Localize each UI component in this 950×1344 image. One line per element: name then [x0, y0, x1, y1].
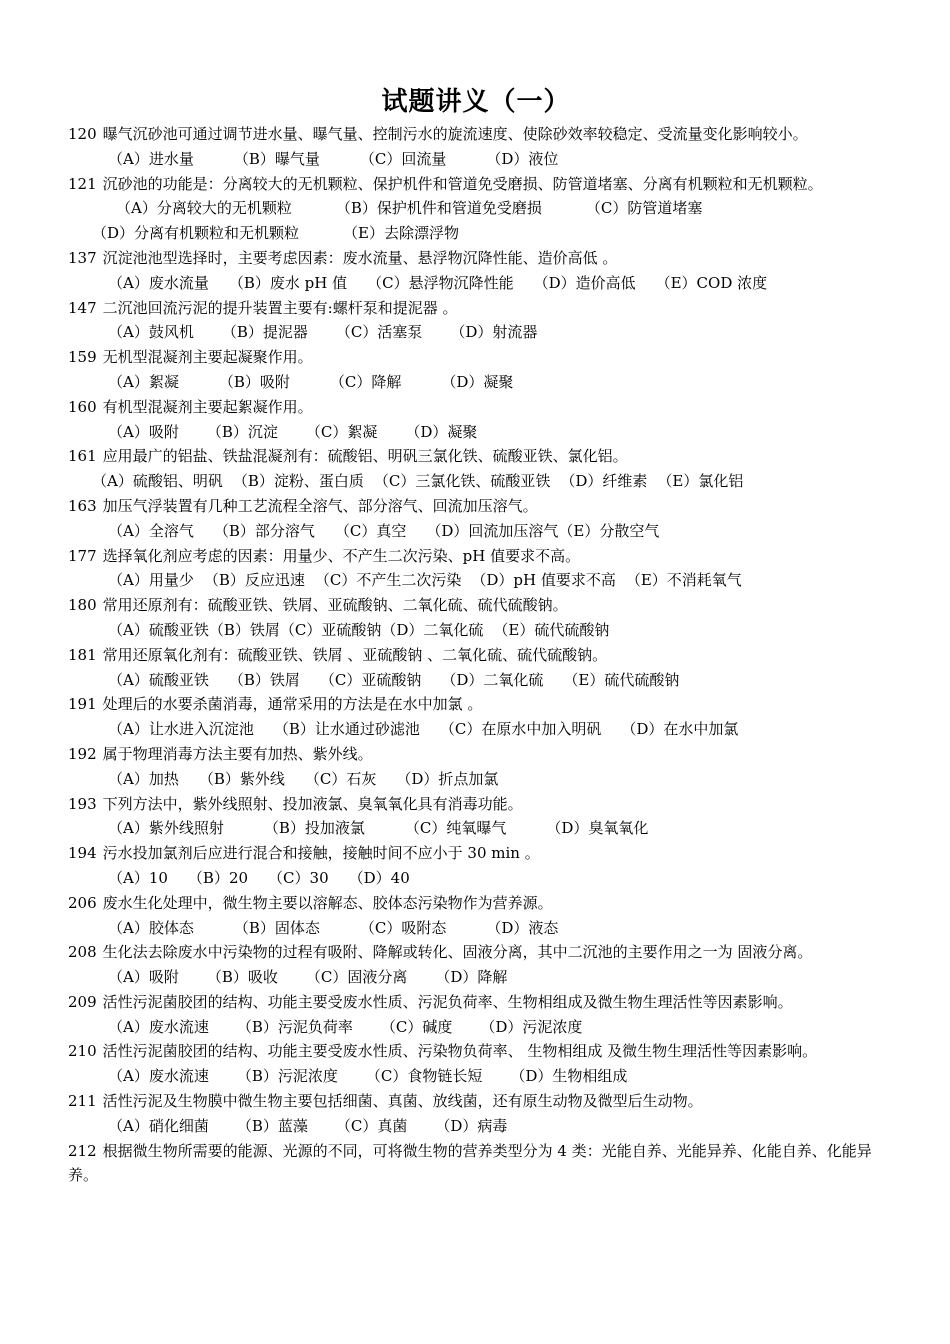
option: （C）降解 [329, 372, 402, 391]
question-text: 污水投加氯剂后应进行混合和接触，接触时间不应小于 30 min 。 [102, 844, 540, 863]
option: （D）液态 [486, 918, 559, 937]
option: （A）硫酸铝、明矾 [92, 472, 223, 491]
question-137 [68, 246, 884, 271]
question-text: 下列方法中，紫外线照射、投加液氯、臭氧氧化具有消毒功能。 [102, 794, 523, 813]
option: （A）10 [108, 868, 168, 887]
question-text: 常用还原氧化剂有：硫酸亚铁、铁屑 、亚硫酸钠 、二氧化硫、硫代硫酸钠。 [102, 645, 608, 664]
question-193 [68, 792, 884, 817]
option: （C）回流量 [359, 149, 447, 168]
question-text: 曝气沉砂池可通过调节进水量、曝气量、控制污水的旋流速度、使除砂效率较稳定、受流量变化影响较小。 [102, 125, 808, 143]
option: （B）吸收 [206, 968, 278, 987]
option: （D）降解 [435, 968, 508, 987]
option: （B）铁屑 [228, 670, 300, 689]
document-page [68, 84, 884, 1188]
option: （C）防管道堵塞 [585, 199, 703, 218]
option: （C）碱度 [380, 1017, 453, 1036]
question-121 [68, 172, 884, 197]
question-number: 147 [68, 298, 97, 317]
question-160 [68, 395, 884, 420]
option: （B）反应迅速 [203, 571, 305, 590]
option: （D）折点加氯 [396, 769, 499, 788]
question-text: 废水生化处理中，微生物主要以溶解态、胶体态污染物作为营养源。 [102, 893, 553, 912]
option: （E）去除漂浮物 [343, 224, 459, 243]
options-159 [68, 370, 884, 395]
options-206 [68, 916, 884, 941]
option: （A）吸附 [108, 968, 179, 987]
option: （D）生物相组成 [510, 1067, 628, 1086]
question-text: 根据微生物所需要的能源、光源的不同，可将微生物的营养类型分为 4 类：光能自养、光能异养、化能自养、化能异养。 [68, 1141, 872, 1185]
question-number: 192 [68, 744, 97, 763]
question-text: 有机型混凝剂主要起絮凝作用。 [102, 397, 313, 416]
question-number: 177 [68, 546, 97, 565]
question-211 [68, 1089, 884, 1114]
option: （A）胶体态 [108, 918, 194, 937]
option: （B）投加液氯 [263, 819, 365, 838]
option: （C）30 [268, 868, 329, 887]
option: （B）让水通过砂滤池 [273, 720, 420, 739]
option: （A）进水量 [108, 149, 194, 168]
question-number: 206 [68, 893, 97, 912]
option: （A）废水流速 [108, 1017, 209, 1036]
option: （C）絮凝 [305, 422, 378, 441]
question-text: 处理后的水要杀菌消毒，通常采用的方法是在水中加氯 。 [102, 695, 483, 714]
option: （A）废水流量 [108, 273, 209, 292]
question-163 [68, 494, 884, 519]
options-160 [68, 420, 884, 445]
options-137 [68, 271, 884, 296]
question-text: 活性污泥及生物膜中微生物主要包括细菌、真菌、放线菌，还有原生动物及微型后生动物。 [102, 1092, 703, 1111]
option: （C）悬浮物沉降性能 [367, 273, 514, 292]
options-193 [68, 816, 884, 841]
question-number: 194 [68, 844, 97, 863]
option: （B）紫外线 [198, 769, 285, 788]
options-121 [68, 196, 884, 246]
option: （C）石灰 [304, 769, 377, 788]
options-208 [68, 965, 884, 990]
option: （E）硫代硫酸钠 [563, 670, 680, 689]
option: （B）吸附 [218, 372, 290, 391]
question-number: 160 [68, 397, 97, 416]
option: （D）液位 [486, 149, 559, 168]
option: （D）污泥浓度 [480, 1017, 583, 1036]
option: （E）COD 浓度 [655, 273, 768, 292]
option: （C）活塞泵 [335, 323, 423, 342]
option: （A）分离较大的无机颗粒 [116, 199, 292, 218]
option: （C）纯氧曝气 [404, 819, 507, 838]
question-text: 应用最广的铝盐、铁盐混凝剂有：硫酸铝、明矾三氯化铁、硫酸亚铁、氯化铝。 [102, 447, 628, 466]
question-177 [68, 544, 884, 569]
question-text: 二沉池回流污泥的提升装置主要有:螺杆泵和提泥器 。 [102, 298, 458, 317]
question-number: 181 [68, 645, 97, 664]
question-number: 193 [68, 794, 97, 813]
question-text: 属于物理消毒方法主要有加热、紫外线。 [102, 744, 373, 763]
option: （D）在水中加氯 [621, 720, 739, 739]
question-209 [68, 990, 884, 1015]
options-147 [68, 320, 884, 345]
option: （B）固体态 [233, 918, 320, 937]
question-text: 无机型混凝剂主要起凝聚作用。 [102, 348, 313, 367]
question-210 [68, 1039, 884, 1064]
question-text: 加压气浮装置有几种工艺流程全溶气、部分溶气、回流加压溶气。 [102, 496, 538, 515]
option: （A）吸附 [108, 422, 179, 441]
question-number: 208 [68, 943, 97, 962]
question-191 [68, 692, 884, 717]
question-number: 161 [68, 447, 97, 466]
option: （A）全溶气 [108, 521, 194, 540]
question-number: 212 [68, 1141, 97, 1160]
question-text: 选择氧化剂应考虑的因素：用量少、不产生二次污染、pH 值要求不高。 [102, 546, 581, 565]
option: （D）二氧化硫 [441, 670, 544, 689]
page-title: 试题讲义（一） [381, 87, 571, 117]
option: （D）凝聚 [441, 372, 514, 391]
question-number: 163 [68, 496, 97, 515]
option: （B）部分溶气 [213, 521, 315, 540]
option: （C）食物链长短 [365, 1067, 483, 1086]
options-211 [68, 1114, 884, 1139]
options-209 [68, 1015, 884, 1040]
option: （A）鼓风机 [108, 323, 194, 342]
question-text: 活性污泥菌胶团的结构、功能主要受废水性质、污泥负荷率、生物相组成及微生物生理活性等因素影响。 [102, 992, 793, 1011]
question-159 [68, 345, 884, 370]
option: （A）紫外线照射 [108, 819, 224, 838]
option: （B）保护机件和管道免受磨损 [335, 199, 542, 218]
option: （A）硫酸亚铁 [108, 670, 209, 689]
option: （C）固液分离 [305, 968, 408, 987]
option: （D）臭氧氧化 [546, 819, 649, 838]
question-number: 211 [68, 1092, 97, 1111]
question-181 [68, 643, 884, 668]
options-210 [68, 1064, 884, 1089]
option: （A）絮凝 [108, 372, 179, 391]
options-177 [68, 568, 884, 593]
options-163 [68, 519, 884, 544]
option: （E）氯化铝 [657, 472, 744, 491]
option: （B）曝气量 [233, 149, 320, 168]
option: （A）用量少 [108, 571, 194, 590]
option: （D）射流器 [450, 323, 538, 342]
option: （A）让水进入沉淀池 [108, 720, 254, 739]
question-text: 生化法去除废水中污染物的过程有吸附、降解或转化、固液分离，其中二沉池的主要作用之一为 固液分离。 [102, 943, 813, 962]
question-206 [68, 891, 884, 916]
option: （B）污泥浓度 [236, 1067, 338, 1086]
question-212 [68, 1139, 884, 1189]
question-180 [68, 593, 884, 618]
option: （E）硫代硫酸钠 [493, 620, 610, 639]
option: （A）硫酸亚铁（B）铁屑（C）亚硫酸钠（D）二氧化硫 [108, 620, 484, 639]
option: （D）pH 值要求不高 [471, 571, 616, 590]
option: （C）不产生二次污染 [314, 571, 462, 590]
question-192 [68, 742, 884, 767]
question-number: 120 [68, 125, 97, 143]
options-192 [68, 767, 884, 792]
question-number: 209 [68, 992, 97, 1011]
options-191 [68, 717, 884, 742]
option: （B）废水 pH 值 [228, 273, 348, 292]
options-181 [68, 668, 884, 693]
option: （B）20 [187, 868, 249, 887]
option: （B）蓝藻 [236, 1116, 308, 1135]
options-180 [68, 618, 884, 643]
question-text: 活性污泥菌胶团的结构、功能主要受废水性质、污染物负荷率、 生物相组成 及微生物生理活性等因素影响。 [102, 1042, 818, 1061]
option: （B）污泥负荷率 [236, 1017, 353, 1036]
option: （D）40 [348, 868, 410, 887]
options-161 [68, 469, 884, 494]
question-120 [68, 122, 884, 147]
option: （B）淀粉、蛋白质 [232, 472, 364, 491]
question-text: 沉砂池的功能是：分离较大的无机颗粒、保护机件和管道免受磨损、防管道堵塞、分离有机颗粒和无机颗粒。 [102, 174, 823, 193]
question-208 [68, 940, 884, 965]
option: （D）纤维素 [560, 472, 648, 491]
question-number: 159 [68, 348, 97, 367]
option: （C）亚硫酸钠 [319, 670, 422, 689]
question-number: 137 [68, 248, 97, 267]
option: （C）在原水中加入明矾 [439, 720, 602, 739]
question-number: 121 [68, 174, 97, 193]
question-number: 191 [68, 695, 97, 714]
option: （A）加热 [108, 769, 179, 788]
question-147 [68, 296, 884, 321]
option: （C）真菌 [335, 1116, 408, 1135]
option: （E）不消耗氧气 [625, 571, 742, 590]
option: （D）凝聚 [405, 422, 478, 441]
option: （A）废水流速 [108, 1067, 209, 1086]
question-number: 180 [68, 596, 97, 615]
option: （A）硝化细菌 [108, 1116, 209, 1135]
question-number: 210 [68, 1042, 97, 1061]
option: （C）真空 [334, 521, 407, 540]
options-120 [68, 147, 884, 172]
option: （D）分离有机颗粒和无机颗粒 [92, 224, 300, 243]
option: （D）造价高低 [533, 273, 636, 292]
option: （C）吸附态 [359, 918, 447, 937]
question-161 [68, 444, 884, 469]
options-194 [68, 866, 884, 891]
option: （D）回流加压溶气（E）分散空气 [426, 521, 660, 540]
option: （D）病毒 [435, 1116, 508, 1135]
option: （B）提泥器 [221, 323, 308, 342]
question-text: 沉淀池池型选择时，主要考虑因素：废水流量、悬浮物沉降性能、造价高低 。 [102, 248, 618, 267]
question-text: 常用还原剂有：硫酸亚铁、铁屑、亚硫酸钠、二氧化硫、硫代硫酸钠。 [102, 596, 568, 615]
option: （C）三氯化铁、硫酸亚铁 [373, 472, 551, 491]
option: （B）沉淀 [206, 422, 278, 441]
question-194 [68, 841, 884, 866]
